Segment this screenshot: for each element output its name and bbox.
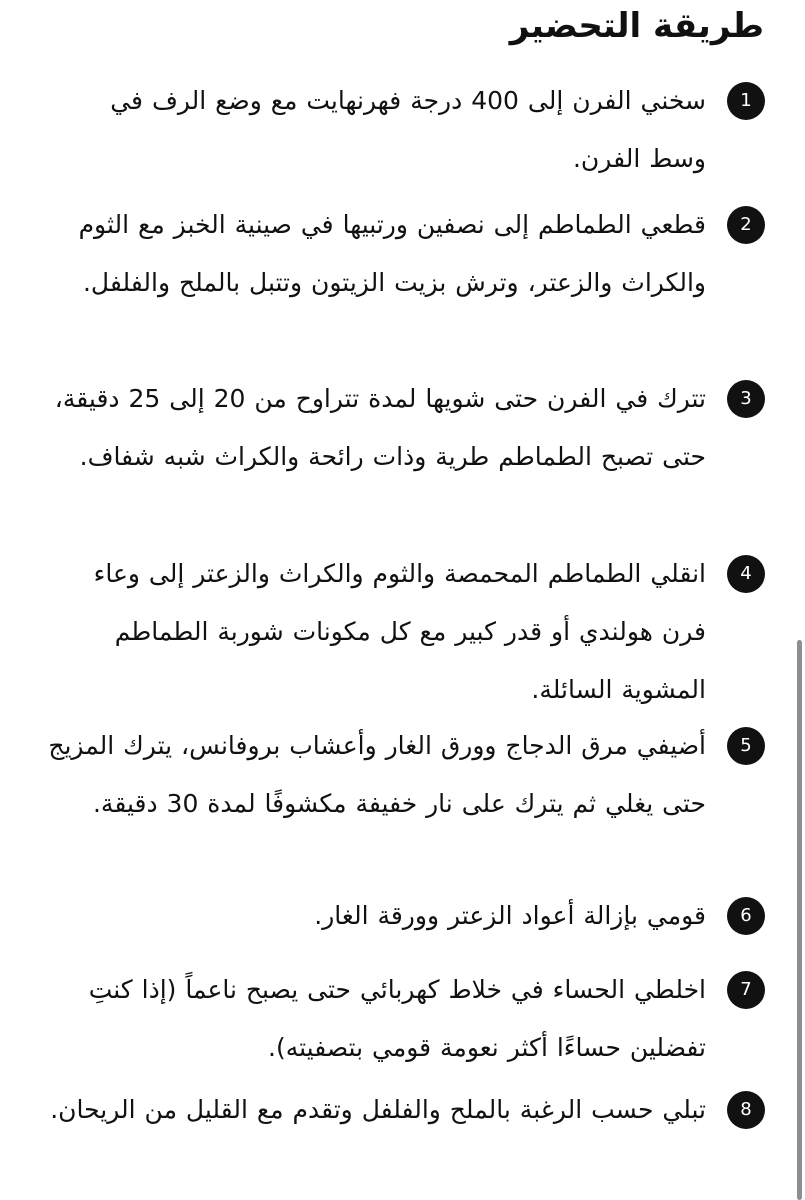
list-item-step-3	[45, 370, 765, 486]
list-item-step-8	[45, 1081, 765, 1139]
step-text: تترك في الفرن حتى شويها لمدة تتراوح من 20 إلى 25 دقيقة، حتى تصبح الطماطم طرية وذات رائحة والكراث شبه شفاف.	[54, 384, 706, 471]
step-number-badge: 3	[727, 380, 765, 418]
step-text: قومي بإزالة أعواد الزعتر وورقة الغار.	[314, 901, 706, 930]
list-item-step-6	[45, 887, 765, 945]
list-item-step-7	[45, 961, 765, 1077]
step-text: اخلطي الحساء في خلاط كهربائي حتى يصبح ناعماً (إذا كنتِ تفضلين حساءًا أكثر نعومة قومي بتصفيته).	[88, 975, 706, 1062]
step-text: سخني الفرن إلى 400 درجة فهرنهايت مع وضع الرف في وسط الفرن.	[110, 86, 706, 173]
scrollbar[interactable]	[794, 0, 805, 1200]
step-number-badge: 4	[727, 555, 765, 593]
step-text: أضيفي مرق الدجاج وورق الغار وأعشاب بروفانس، يترك المزيج حتى يغلي ثم يترك على نار خفيفة مكشوفًا لمدة 30 دقيقة.	[48, 731, 706, 818]
list-item-step-4	[45, 545, 765, 719]
list-item-step-2	[45, 196, 765, 312]
step-text: تبلي حسب الرغبة بالملح والفلفل وتقدم مع القليل من الريحان.	[50, 1095, 706, 1124]
step-text: انقلي الطماطم المحمصة والثوم والكراث والزعتر إلى وعاء فرن هولندي أو قدر كبير مع كل مكونات شوربة الطماطم المشوية السائلة.	[93, 559, 706, 704]
section-title: طريقة التحضير	[509, 6, 764, 46]
step-number-badge: 2	[727, 206, 765, 244]
step-text: قطعي الطماطم إلى نصفين ورتبيها في صينية الخبز مع الثوم والكراث والزعتر، وترش بزيت الزيتون وتتبل بالملح والفلفل.	[78, 210, 706, 297]
step-number-badge: 5	[727, 727, 765, 765]
list-item-step-1	[45, 72, 765, 188]
step-number-badge: 1	[727, 82, 765, 120]
step-number-badge: 7	[727, 971, 765, 1009]
step-number-badge: 6	[727, 897, 765, 935]
list-item-step-5	[45, 717, 765, 833]
scrollbar-thumb[interactable]	[797, 640, 802, 1200]
step-number-badge: 8	[727, 1091, 765, 1129]
